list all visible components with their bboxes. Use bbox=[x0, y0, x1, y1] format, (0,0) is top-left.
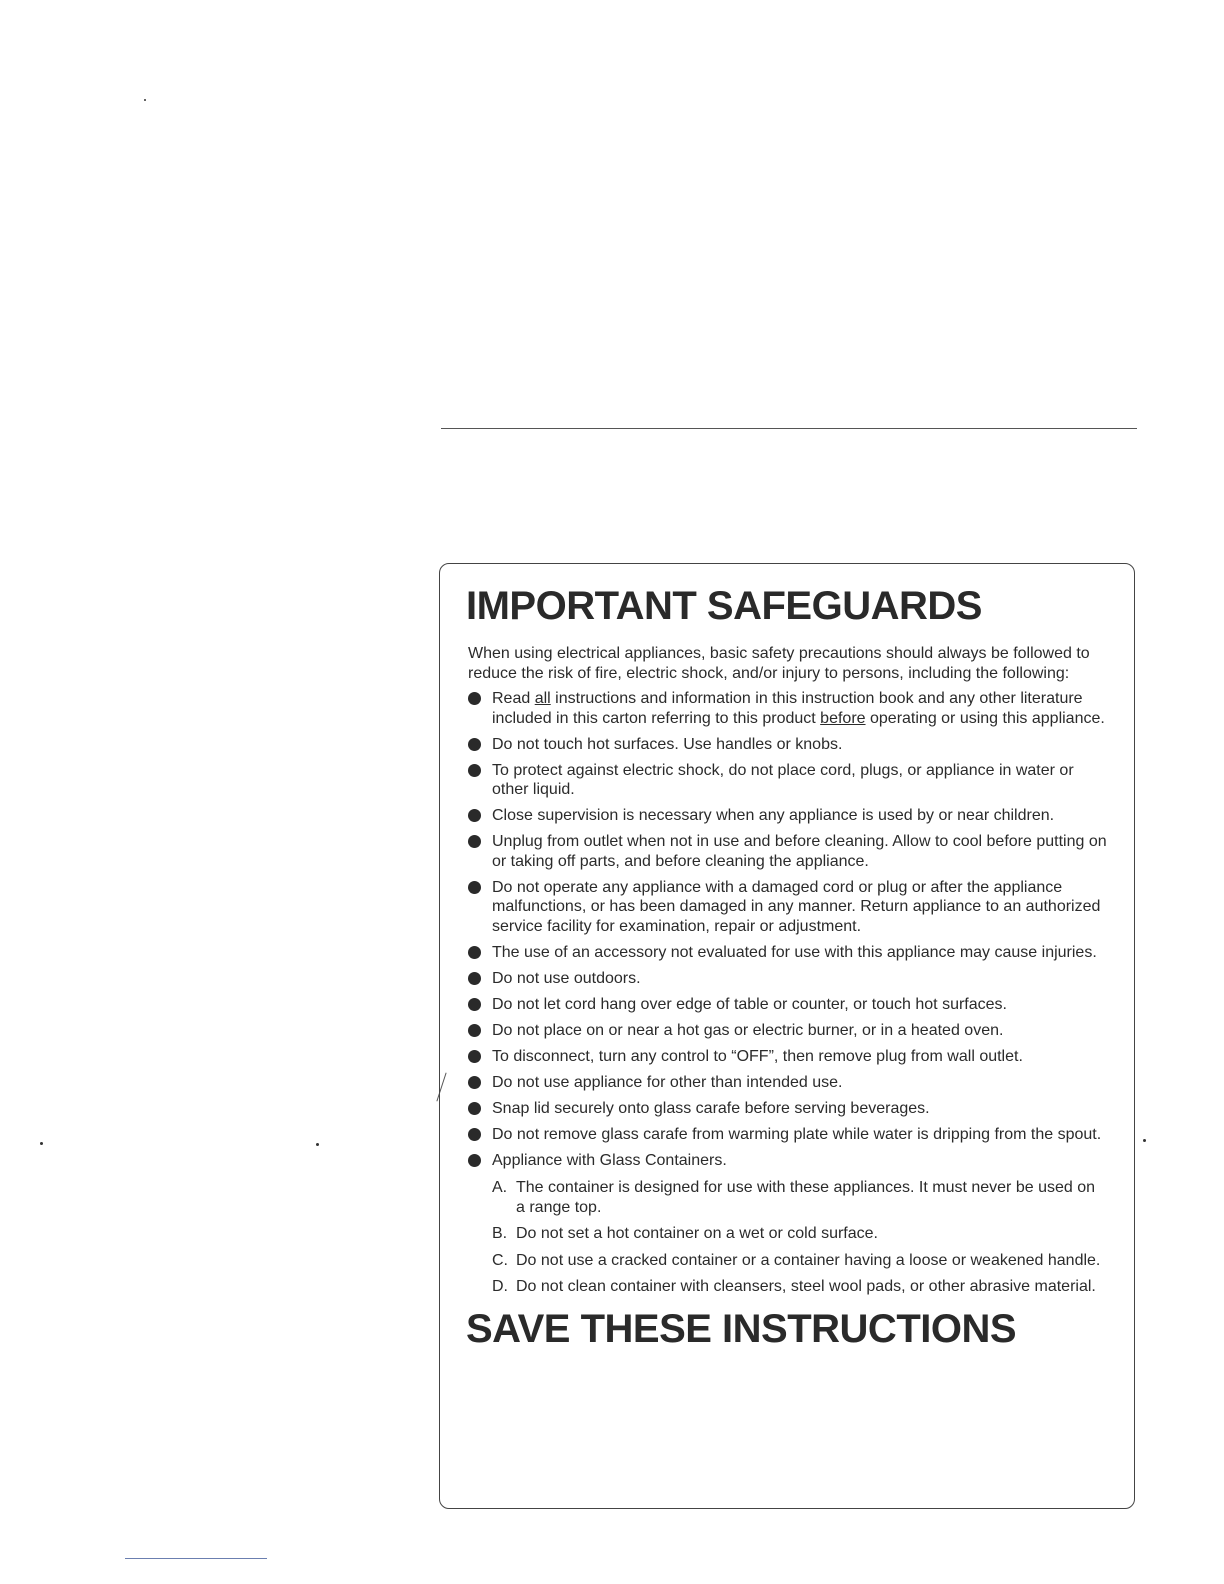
top-divider bbox=[441, 428, 1137, 429]
bullet-icon bbox=[468, 1050, 481, 1063]
list-item: Close supervision is necessary when any appliance is used by or near children. bbox=[466, 806, 1108, 826]
page-title: IMPORTANT SAFEGUARDS bbox=[466, 584, 982, 628]
list-item: Do not touch hot surfaces. Use handles or knobs. bbox=[466, 735, 1108, 755]
list-item: Read all instructions and information in this instruction book and any other literature included in this carton referring to this product before operating or using this appliance. bbox=[466, 689, 1108, 728]
list-item: Unplug from outlet when not in use and before cleaning. Allow to cool before putting on or taking off parts, and before cleaning the appliance. bbox=[466, 832, 1108, 871]
bullet-icon bbox=[468, 1154, 481, 1167]
bullet-icon bbox=[468, 998, 481, 1011]
intro-paragraph: When using electrical appliances, basic safety precautions should always be followed to reduce the risk of fire, electric shock, and/or injury to persons, including the following: bbox=[468, 645, 1090, 682]
list-item-glass: Appliance with Glass Containers. A. The container is designed for use with these appliances. It must never be used on a range top. B. Do not set a hot container on a wet or cold surface. C. Do not use a cracked container or a container having a loose or weakened handle. D. Do not clean container with cleansers, steel wool pads, or other abrasive material. bbox=[466, 1151, 1108, 1297]
bullet-icon bbox=[468, 946, 481, 959]
sub-item: D. Do not clean container with cleansers, steel wool pads, or other abrasive material. bbox=[492, 1278, 1096, 1295]
safeguards-box bbox=[439, 563, 1135, 1509]
bullet-icon bbox=[468, 1024, 481, 1037]
sub-item: B. Do not set a hot container on a wet or cold surface. bbox=[492, 1225, 878, 1242]
bullet-icon bbox=[468, 809, 481, 822]
bullet-icon bbox=[468, 1102, 481, 1115]
list-item: Do not operate any appliance with a damaged cord or plug or after the appliance malfunctions, or has been damaged in any manner. Return appliance to an authorized service facility for examination, repair or adjustment. bbox=[466, 878, 1108, 937]
bullet-icon bbox=[468, 881, 481, 894]
list-item: Do not use outdoors. bbox=[466, 969, 1108, 989]
scan-speck bbox=[40, 1142, 43, 1145]
scan-speck bbox=[144, 99, 146, 101]
bullet-icon bbox=[468, 692, 481, 705]
scan-speck bbox=[1143, 1139, 1146, 1142]
bullet-icon bbox=[468, 764, 481, 777]
bullet-icon bbox=[468, 1076, 481, 1089]
list-item: To protect against electric shock, do not place cord, plugs, or appliance in water or other liquid. bbox=[466, 761, 1108, 800]
list-item: Do not use appliance for other than intended use. bbox=[466, 1073, 1108, 1093]
bullet-icon bbox=[468, 835, 481, 848]
list-item: Do not remove glass carafe from warming plate while water is dripping from the spout. bbox=[466, 1125, 1108, 1145]
scan-speck bbox=[316, 1143, 319, 1146]
sub-item: A. The container is designed for use with these appliances. It must never be used on a range top. bbox=[492, 1179, 1096, 1216]
glass-sublist bbox=[492, 1178, 1108, 1297]
list-item: Do not let cord hang over edge of table or counter, or touch hot surfaces. bbox=[466, 995, 1108, 1015]
list-item: Snap lid securely onto glass carafe before serving beverages. bbox=[466, 1099, 1108, 1119]
safeguards-list bbox=[466, 689, 1108, 1297]
bullet-icon bbox=[468, 1128, 481, 1141]
bullet-icon bbox=[468, 972, 481, 985]
bottom-divider bbox=[125, 1558, 267, 1559]
list-item: To disconnect, turn any control to “OFF”, then remove plug from wall outlet. bbox=[466, 1047, 1108, 1067]
sub-item: C. Do not use a cracked container or a container having a loose or weakened handle. bbox=[492, 1251, 1101, 1269]
list-item: The use of an accessory not evaluated for use with this appliance may cause injuries. bbox=[466, 943, 1108, 963]
save-instructions-heading: SAVE THESE INSTRUCTIONS bbox=[466, 1306, 1017, 1351]
bullet-icon bbox=[468, 738, 481, 751]
list-item: Do not place on or near a hot gas or electric burner, or in a heated oven. bbox=[466, 1021, 1108, 1041]
